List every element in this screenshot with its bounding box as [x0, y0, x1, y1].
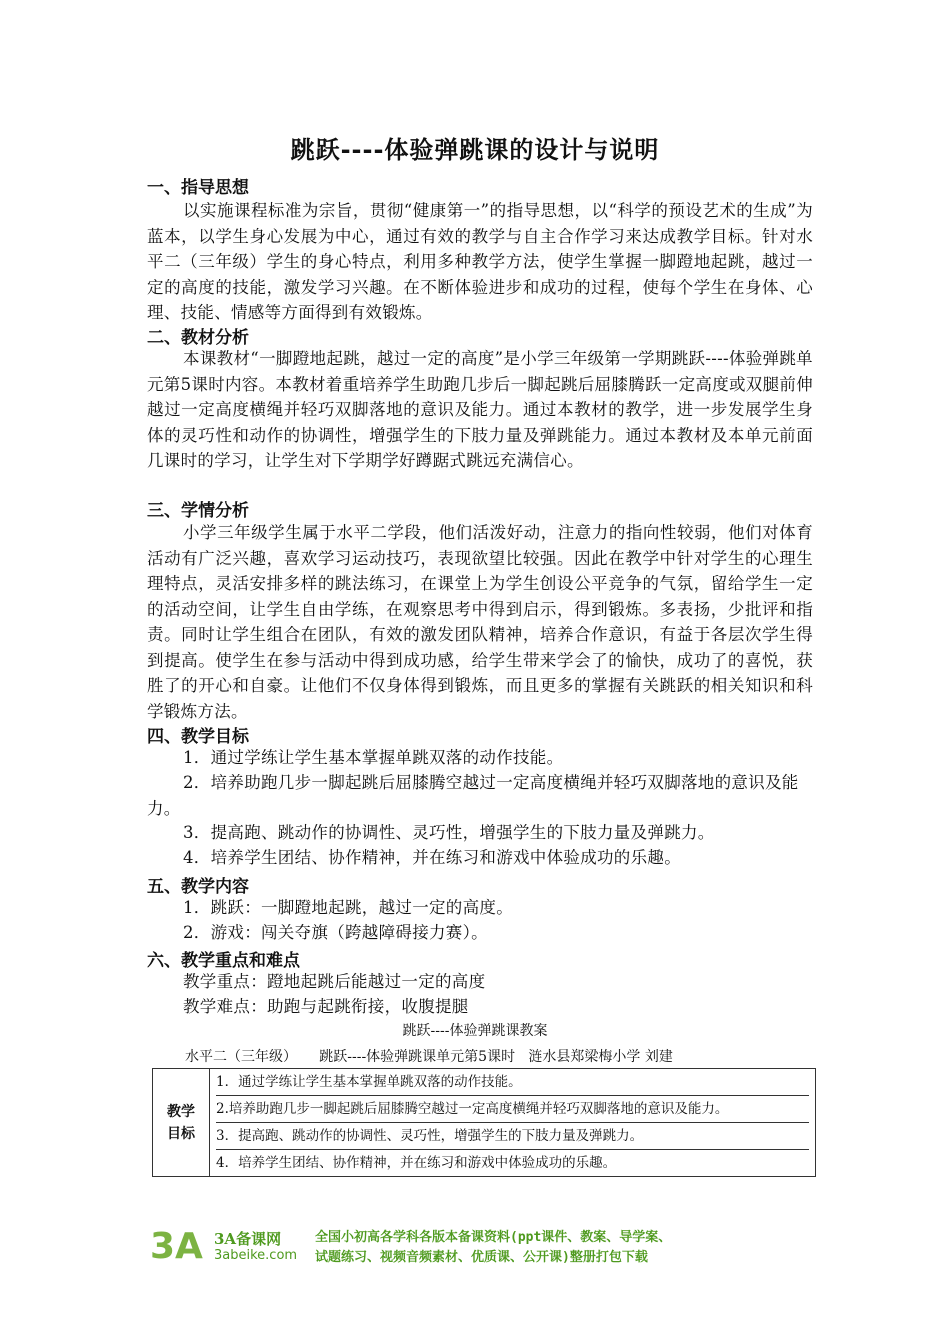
lesson-plan-title: 跳跃----体验弹跳课教案: [402, 1023, 548, 1039]
section-body-1: 以实施课程标准为宗旨，贯彻“健康第一”的指导思想，以“科学的预设艺术的生成”为蓝本，以学生身心发展为中心，通过有效的教学与自主合作学习来达成教学目标。针对水平二（三年级）学生的身心特点，利用多种教学方法，使学生掌握一脚蹬地起跳，越过一定的高度的技能，激发学习兴趣。在不断体验进步和成功的过程，使每个学生在身体、心理、技能、情感等方面得到有效锻炼。: [147, 201, 813, 322]
section-heading-3: 三、学情分析: [147, 501, 249, 521]
footer-ad: [315, 1228, 795, 1268]
table-row: 2.培养助跑几步一脚起跳后屈膝腾空越过一定高度横绳并轻巧双脚落地的意识及能力。: [216, 1096, 809, 1123]
list-item: 1．跳跃：一脚蹬地起跳，越过一定的高度。: [183, 898, 513, 917]
table-header-label: 教学目标: [167, 1103, 195, 1142]
objectives-table: [152, 1068, 816, 1177]
logo-url: 3abeike.com: [214, 1248, 298, 1263]
lesson-plan-meta: 水平二（三年级） 跳跃----体验弹跳课单元第5课时 涟水县郑梁梅小学 刘建: [185, 1049, 673, 1065]
list-item: 4．培养学生团结、协作精神，并在练习和游戏中体验成功的乐趣。: [183, 848, 681, 867]
section-body-3: 小学三年级学生属于水平二学段，他们活泼好动，注意力的指向性较弱，他们对体育活动有广泛兴趣，喜欢学习运动技巧，表现欲望比较强。因此在教学中针对学生的心理生理特点，灵活安排多样的跳法练习，在课堂上为学生创设公平竞争的气氛，留给学生一定的活动空间，让学生自由学练，在观察思考中得到启示，得到锻炼。多表扬，少批评和指责。同时让学生组合在团队，有效的激发团队精神，培养合作意识，有益于各层次学生得到提高。使学生在参与活动中得到成功感，给学生带来学会了的愉快，成功了的喜悦，获胜了的开心和自豪。让他们不仅身体得到锻炼，而且更多的掌握有关跳跃的相关知识和科学锻炼方法。: [147, 523, 813, 721]
section-heading-6: 六、教学重点和难点: [147, 951, 300, 971]
section-heading-5: 五、教学内容: [147, 877, 249, 897]
site-logo: [150, 1226, 298, 1268]
list-item: 1．通过学练让学生基本掌握单跳双落的动作技能。: [183, 748, 564, 767]
table-row: 4．培养学生团结、协作精神，并在练习和游戏中体验成功的乐趣。: [216, 1155, 617, 1171]
document-title: 跳跃----体验弹跳课的设计与说明: [290, 136, 660, 164]
table-header-cell: [153, 1069, 210, 1177]
footer-ad-line: 试题练习、视频音频素材、优质课、公开课)整册打包下载: [315, 1250, 648, 1265]
footer-ad-line: 全国小初高各学科各版本备课资料(ppt课件、教案、导学案、: [315, 1230, 672, 1245]
table-row: 3．提高跑、跳动作的协调性、灵巧性，增强学生的下肢力量及弹跳力。: [216, 1123, 809, 1150]
list-item: 2．培养助跑几步一脚起跳后屈膝腾空越过一定高度横绳并轻巧双脚落地的意识及能力。: [147, 773, 799, 818]
section-heading-1: 一、指导思想: [147, 178, 249, 198]
logo-mark: 3A: [150, 1226, 203, 1267]
list-item: 2．游戏：闯关夺旗（跨越障碍接力赛）。: [183, 923, 488, 942]
table-row: 1．通过学练让学生基本掌握单跳双落的动作技能。: [216, 1069, 809, 1096]
section-body-2: 本课教材“一脚蹬地起跳，越过一定的高度”是小学三年级第一学期跳跃----体验弹跳单元第5课时内容。本教材着重培养学生助跑几步后一脚起跳后屈膝腾跃一定高度或双腿前伸越过一定高度横绳并轻巧双脚落地的意识及能力。通过本教材的教学，进一步发展学生身体的灵巧性和动作的协调性，增强学生的下肢力量及弹跳能力。通过本教材及本单元前面几课时的学习，让学生对下学期学好蹲踞式跳远充满信心。: [147, 349, 813, 470]
section-heading-2: 二、教材分析: [147, 328, 249, 348]
section-heading-4: 四、教学目标: [147, 727, 249, 747]
list-item: 教学重点：蹬地起跳后能越过一定的高度: [183, 972, 486, 991]
list-item: 教学难点：助跑与起跳衔接，收腹提腿: [183, 997, 469, 1016]
table-content-cell: [210, 1069, 816, 1177]
logo-name: 3A备课网: [214, 1230, 282, 1248]
list-item: 3．提高跑、跳动作的协调性、灵巧性，增强学生的下肢力量及弹跳力。: [183, 823, 715, 842]
